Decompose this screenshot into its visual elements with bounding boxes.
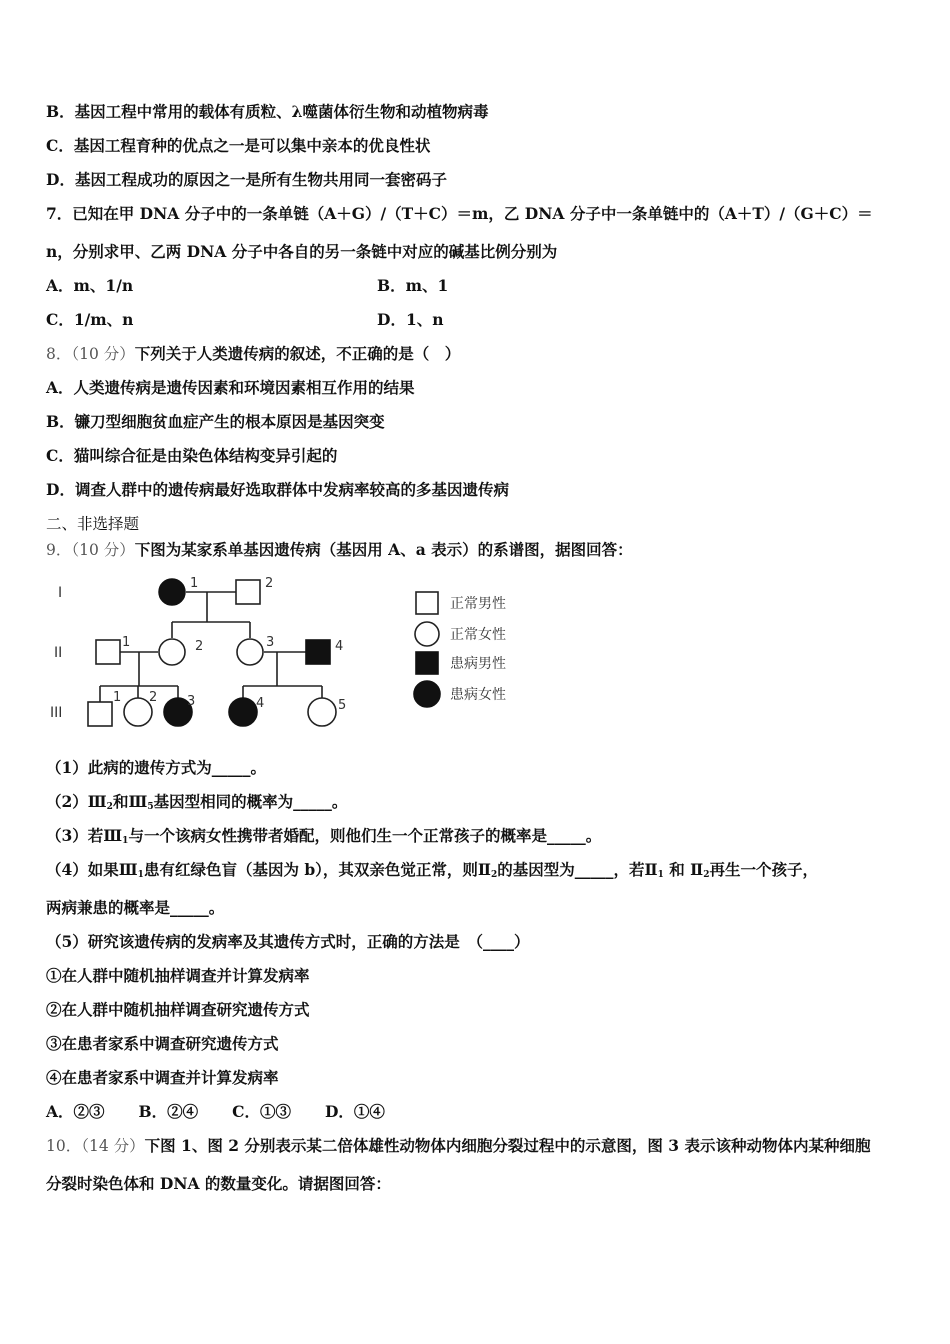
q10-stem-line1: [46, 1136, 870, 1156]
q9-sub4-sub3: 1: [657, 870, 664, 880]
q6-option-d: D．基因工程成功的原因之一是所有生物共用同一套密码子: [46, 170, 447, 189]
q7-option-a: A．m、1/n: [46, 276, 134, 295]
gen-label-III: III: [50, 705, 63, 721]
gen-label-II: II: [54, 645, 63, 661]
num-I-1: 1: [190, 576, 199, 591]
q9-sub3-part1: （3）若Ⅲ: [46, 826, 123, 845]
pedigree-chart: [40, 570, 540, 740]
q7-stem-line1: 7．已知在甲 DNA 分子中的一条单链（A＋G）/（T＋C）＝m，乙 DNA 分子中一条单链中的（A＋T）/（G＋C）＝: [46, 204, 873, 223]
q9-option-c: C．①③: [232, 1102, 291, 1121]
q9-sub2: [46, 792, 347, 817]
q8-stem: [46, 344, 460, 364]
individual-III-5-normal-female: [308, 698, 336, 726]
q6-option-b: B．基因工程中常用的载体有质粒、λ噬菌体衍生物和动植物病毒: [46, 102, 489, 121]
q9-item-2: ②在人群中随机抽样调查研究遗传方式: [46, 1000, 310, 1019]
q9-sub1: （1）此病的遗传方式为_____。: [46, 758, 267, 777]
legend-normal-male-symbol: [416, 592, 438, 614]
individual-II-1-normal-male: [96, 640, 120, 664]
num-III-1: 1: [113, 690, 122, 705]
legend-normal-male-label: 正常男性: [450, 596, 506, 612]
q9-options: [46, 1102, 419, 1122]
q10-number: 10．: [46, 1137, 82, 1155]
q8-option-b: B．镰刀型细胞贫血症产生的根本原因是基因突变: [46, 412, 385, 431]
q9-stem-text: 下图为某家系单基因遗传病（基因用 A、a 表示）的系谱图，据图回答：: [134, 540, 633, 559]
q10-stem-text: 下图 1、图 2 分别表示某二倍体雄性动物体内细胞分裂过程中的示意图，图 3 表示该种动物体内某种细胞: [144, 1136, 871, 1155]
q8-option-a: A．人类遗传病是遗传因素和环境因素相互作用的结果: [46, 378, 415, 397]
q9-sub4-part1: （4）如果Ⅲ: [46, 860, 138, 879]
pedigree-lines: [100, 592, 322, 702]
q9-sub3: [46, 826, 601, 851]
q9-sub2-part2: 和Ⅲ: [112, 792, 148, 811]
q8-score: （10 分）: [71, 345, 135, 363]
individual-III-4-affected-female: [229, 698, 257, 726]
q10-score: （14 分）: [81, 1137, 145, 1155]
q9-option-a: A．②③: [46, 1102, 105, 1121]
q9-score: （10 分）: [71, 541, 135, 559]
individual-II-4-affected-male: [306, 640, 330, 664]
q8-option-c: C．猫叫综合征是由染色体结构变异引起的: [46, 446, 338, 465]
q9-sub4-part2: 患有红绿色盲（基因为 b），其双亲色觉正常，则Ⅱ: [143, 860, 491, 879]
legend-normal-female-symbol: [415, 622, 439, 646]
q9-sub4-part5: 再生一个孩子，: [709, 860, 818, 879]
section-heading: 二、非选择题: [46, 515, 140, 533]
q9-option-b: B．②④: [138, 1102, 199, 1121]
num-II-1: 1: [122, 635, 131, 650]
q8-number: 8．: [46, 345, 72, 363]
q9-sub3-part2: 与一个该病女性携带者婚配，则他们生一个正常孩子的概率是_____。: [128, 826, 602, 845]
q7-stem-line2: n，分别求甲、乙两 DNA 分子中各自的另一条链中对应的碱基比例分别为: [46, 242, 558, 261]
q9-sub4-sub4: 2: [703, 870, 710, 880]
legend-normal-female-label: 正常女性: [450, 627, 506, 643]
individual-III-2-normal-female: [124, 698, 152, 726]
pedigree-legend: [414, 592, 506, 707]
q9-sub4-line1: [46, 860, 818, 885]
num-II-3: 3: [266, 635, 275, 650]
legend-affected-male-label: 患病男性: [450, 656, 506, 672]
legend-affected-female-symbol: [414, 681, 440, 707]
gen-label-I: I: [58, 585, 63, 601]
q9-sub4-line2: 两病兼患的概率是_____。: [46, 898, 225, 917]
individual-I-2-normal-male: [236, 580, 260, 604]
q9-sub2-part1: （2）Ⅲ: [46, 792, 107, 811]
q9-stem: [46, 540, 633, 560]
individual-II-3-normal-female: [237, 639, 263, 665]
num-III-4: 4: [256, 696, 265, 711]
individual-II-2-normal-female: [159, 639, 185, 665]
q9-item-1: ①在人群中随机抽样调查并计算发病率: [46, 966, 310, 985]
q7-option-d: D．1、n: [377, 310, 444, 329]
num-II-4: 4: [335, 639, 344, 654]
num-III-3: 3: [187, 694, 196, 709]
num-I-2: 2: [265, 576, 274, 591]
q9-sub4-part3: 的基因型为_____，若Ⅱ: [497, 860, 658, 879]
q9-sub5: （5）研究该遗传病的发病率及其遗传方式时，正确的方法是 （____）: [46, 932, 530, 951]
q6-option-c: C．基因工程育种的优点之一是可以集中亲本的优良性状: [46, 136, 431, 155]
q9-sub2-sub2: 5: [147, 802, 154, 812]
q9-sub2-sub1: 2: [106, 802, 113, 812]
q8-stem-text: 下列关于人类遗传病的叙述，不正确的是（ ）: [134, 344, 461, 363]
q8-option-d: D．调查人群中的遗传病最好选取群体中发病率较高的多基因遗传病: [46, 480, 509, 499]
q9-number: 9．: [46, 541, 72, 559]
q9-sub4-part4: 和 Ⅱ: [663, 860, 704, 879]
q7-option-c: C．1/m、n: [46, 310, 134, 329]
q9-option-d: D．①④: [324, 1102, 385, 1121]
q9-sub3-sub1: 1: [122, 836, 129, 846]
num-III-2: 2: [149, 690, 158, 705]
legend-affected-female-label: 患病女性: [450, 687, 506, 703]
q9-sub2-part3: 基因型相同的概率为_____。: [153, 792, 348, 811]
q9-sub4-sub1: 1: [137, 870, 144, 880]
individual-III-1-normal-male: [88, 702, 112, 726]
num-II-2: 2: [195, 639, 204, 654]
individual-I-1-affected-female: [159, 579, 185, 605]
legend-affected-male-symbol: [416, 652, 438, 674]
q9-item-4: ④在患者家系中调查并计算发病率: [46, 1068, 279, 1087]
q9-sub4-sub2: 2: [491, 870, 498, 880]
q10-stem-line2: 分裂时染色体和 DNA 的数量变化。请据图回答：: [46, 1174, 391, 1193]
num-III-5: 5: [338, 698, 347, 713]
q9-item-3: ③在患者家系中调查研究遗传方式: [46, 1034, 279, 1053]
q7-option-b: B．m、1: [377, 276, 449, 295]
